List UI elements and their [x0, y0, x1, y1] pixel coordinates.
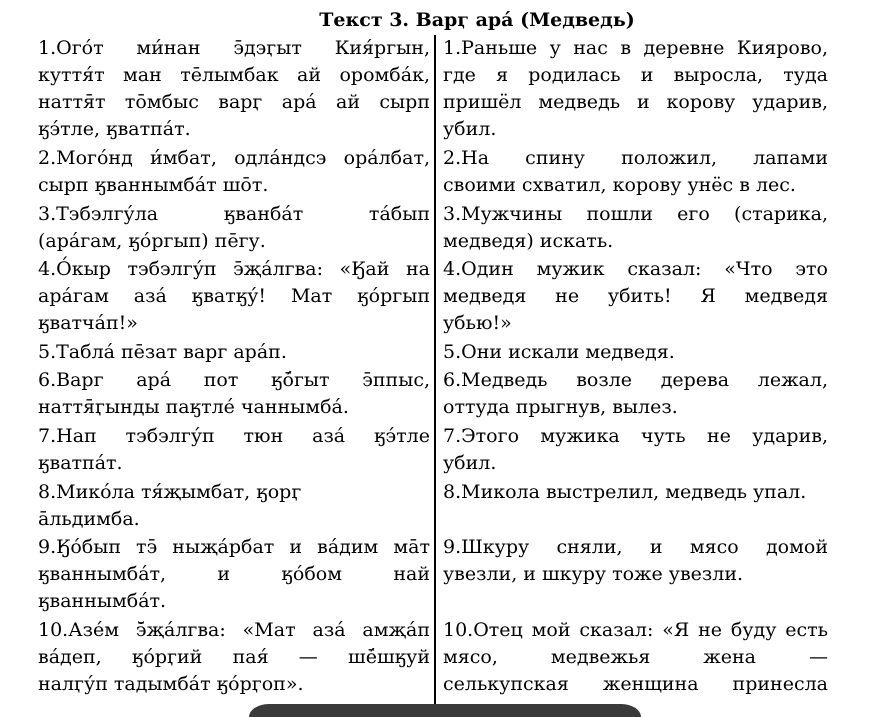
russian-line: где я родилась и выросла, туда [443, 64, 828, 87]
russian-line: пришёл медведь и корову ударив, [443, 91, 828, 114]
bilingual-text-table [0, 35, 879, 716]
selkup-text-cell [38, 534, 430, 615]
russian-translation-cell [443, 35, 828, 143]
selkup-line: ара́гам аза́ ӄватӄу́! Мат ӄо́ргып [38, 285, 430, 308]
selkup-line: 8.Мико́ла тя́җымбат, ӄорӷ [38, 480, 302, 503]
russian-translation-cell [443, 479, 828, 533]
document-title: Текст 3. Варӷ ара́ (Медведь) [319, 9, 635, 31]
russian-line: медведя не убить! Я медведя [443, 285, 828, 308]
russian-line: 2.На спину положил, лапами [443, 147, 828, 170]
selkup-line: 10.Азе́м э̄̆җа́лгва: «Мат аза́ амҗа́п [38, 618, 430, 641]
selkup-text-cell [38, 423, 430, 477]
text-row [0, 616, 879, 716]
text-row [0, 35, 879, 145]
text-row [0, 200, 879, 256]
russian-line: 3.Мужчины пошли его (старика, [443, 202, 828, 225]
selkup-text-cell [38, 201, 430, 255]
text-row [0, 255, 879, 338]
text-row [0, 144, 879, 200]
selkup-line: ӄваннымба́т, и ӄо́бом най [38, 563, 430, 586]
selkup-text-cell [38, 35, 430, 143]
selkup-text-cell [38, 256, 430, 337]
russian-line: 9.Шкуру сняли, и мясо домой [443, 536, 828, 559]
text-row [0, 533, 879, 616]
selkup-line: а̄льдимба. [38, 507, 140, 530]
russian-line: убил. [443, 452, 497, 475]
selkup-line: куття́т ман те̄лымбак ай оромба́к, [38, 64, 430, 87]
russian-line: убью!» [443, 312, 512, 335]
selkup-line: ӄваннымба́т. [38, 590, 167, 613]
selkup-line: наття̄т то̄мбыс варӷ ара́ ай сырп [38, 91, 430, 114]
russian-translation-cell [443, 339, 828, 366]
selkup-line: 5.Табла́ пе̄зат варг ара́п. [38, 340, 287, 363]
selkup-line: 1.Ого́т ми́нан э̄дэӷыт Кия́ргын, [38, 37, 430, 60]
selkup-text-cell [38, 617, 430, 716]
selkup-line: ӄватча́п!» [38, 312, 138, 335]
russian-line: оттуда прыгнув, вылез. [443, 396, 678, 419]
selkup-text-cell [38, 339, 430, 366]
russian-line: 6.Медведь возле дерева лежал, [443, 369, 828, 392]
selkup-line: ва́деп, ӄо́рӷий пая́ — ше̄́шӄуй [38, 645, 430, 668]
russian-line: 1.Раньше у нас в деревне Киярово, [443, 37, 828, 60]
selkup-line: 9.Ӄо́бып тэ̄ ныҗа́рбат и ва́дим ма̄т [38, 536, 430, 559]
selkup-line: сырп ӄваннымба́т шо̄т. [38, 174, 269, 197]
russian-line: 7.Этого мужика чуть не ударив, [443, 425, 828, 448]
selkup-line: наття̄ӷынды паӄтле́ чаннымба́. [38, 396, 349, 419]
selkup-line: ӄватпа́т. [38, 452, 123, 475]
russian-translation-cell [443, 534, 828, 615]
text-row [0, 478, 879, 534]
selkup-text-cell [38, 479, 430, 533]
russian-translation-cell [443, 367, 828, 421]
russian-translation-cell [443, 617, 828, 716]
selkup-line: налӷу́п тадымба́т ӄо́рӷоп». [38, 672, 304, 695]
text-row [0, 367, 879, 423]
selkup-line: 4.О́кыр тэбэлгу́п э̄җа́лгва: «Ӄай на [38, 258, 430, 281]
selkup-line: 2.Мого́нд и́мбат, одла́ндсэ ора́лбат, [38, 147, 430, 170]
text-row [0, 338, 879, 367]
russian-line: 10.Отец мой сказал: «Я не буду есть [443, 618, 828, 641]
russian-translation-cell [443, 423, 828, 477]
selkup-line: 3.Тэбэлгу́ла ӄванба́т та́бып [38, 202, 430, 225]
selkup-line: 7.Нап тэбэлгу́п тюн аза́ ӄэ́тле [38, 425, 430, 448]
russian-line: селькупская женщина принесла [443, 672, 828, 695]
russian-translation-cell [443, 256, 828, 337]
russian-translation-cell [443, 201, 828, 255]
russian-line: 5.Они искали медведя. [443, 340, 675, 363]
russian-line: убил. [443, 118, 497, 141]
russian-line: 8.Микола выстрелил, медведь упал. [443, 480, 807, 503]
russian-line: своими схватил, корову унёс в лес. [443, 174, 796, 197]
text-row [0, 422, 879, 478]
russian-line: увезли, и шкуру тоже увезли. [443, 563, 744, 586]
russian-line: мясо, медвежья жена — [443, 645, 828, 668]
russian-line: медведя) искать. [443, 229, 614, 252]
viewer-toolbar[interactable] [249, 704, 641, 717]
russian-translation-cell [443, 145, 828, 199]
selkup-text-cell [38, 367, 430, 421]
selkup-line: (ара́гам, ӄо́ргып) пе̄гу. [38, 229, 266, 252]
selkup-line: 6.Варг ара́ пот ӄо̄́гыт э̄ппыс, [38, 369, 430, 392]
russian-line: 4.Один мужик сказал: «Что это [443, 258, 828, 281]
selkup-text-cell [38, 145, 430, 199]
selkup-line: ӄэ́тле, ӄватпа́т. [38, 118, 191, 141]
